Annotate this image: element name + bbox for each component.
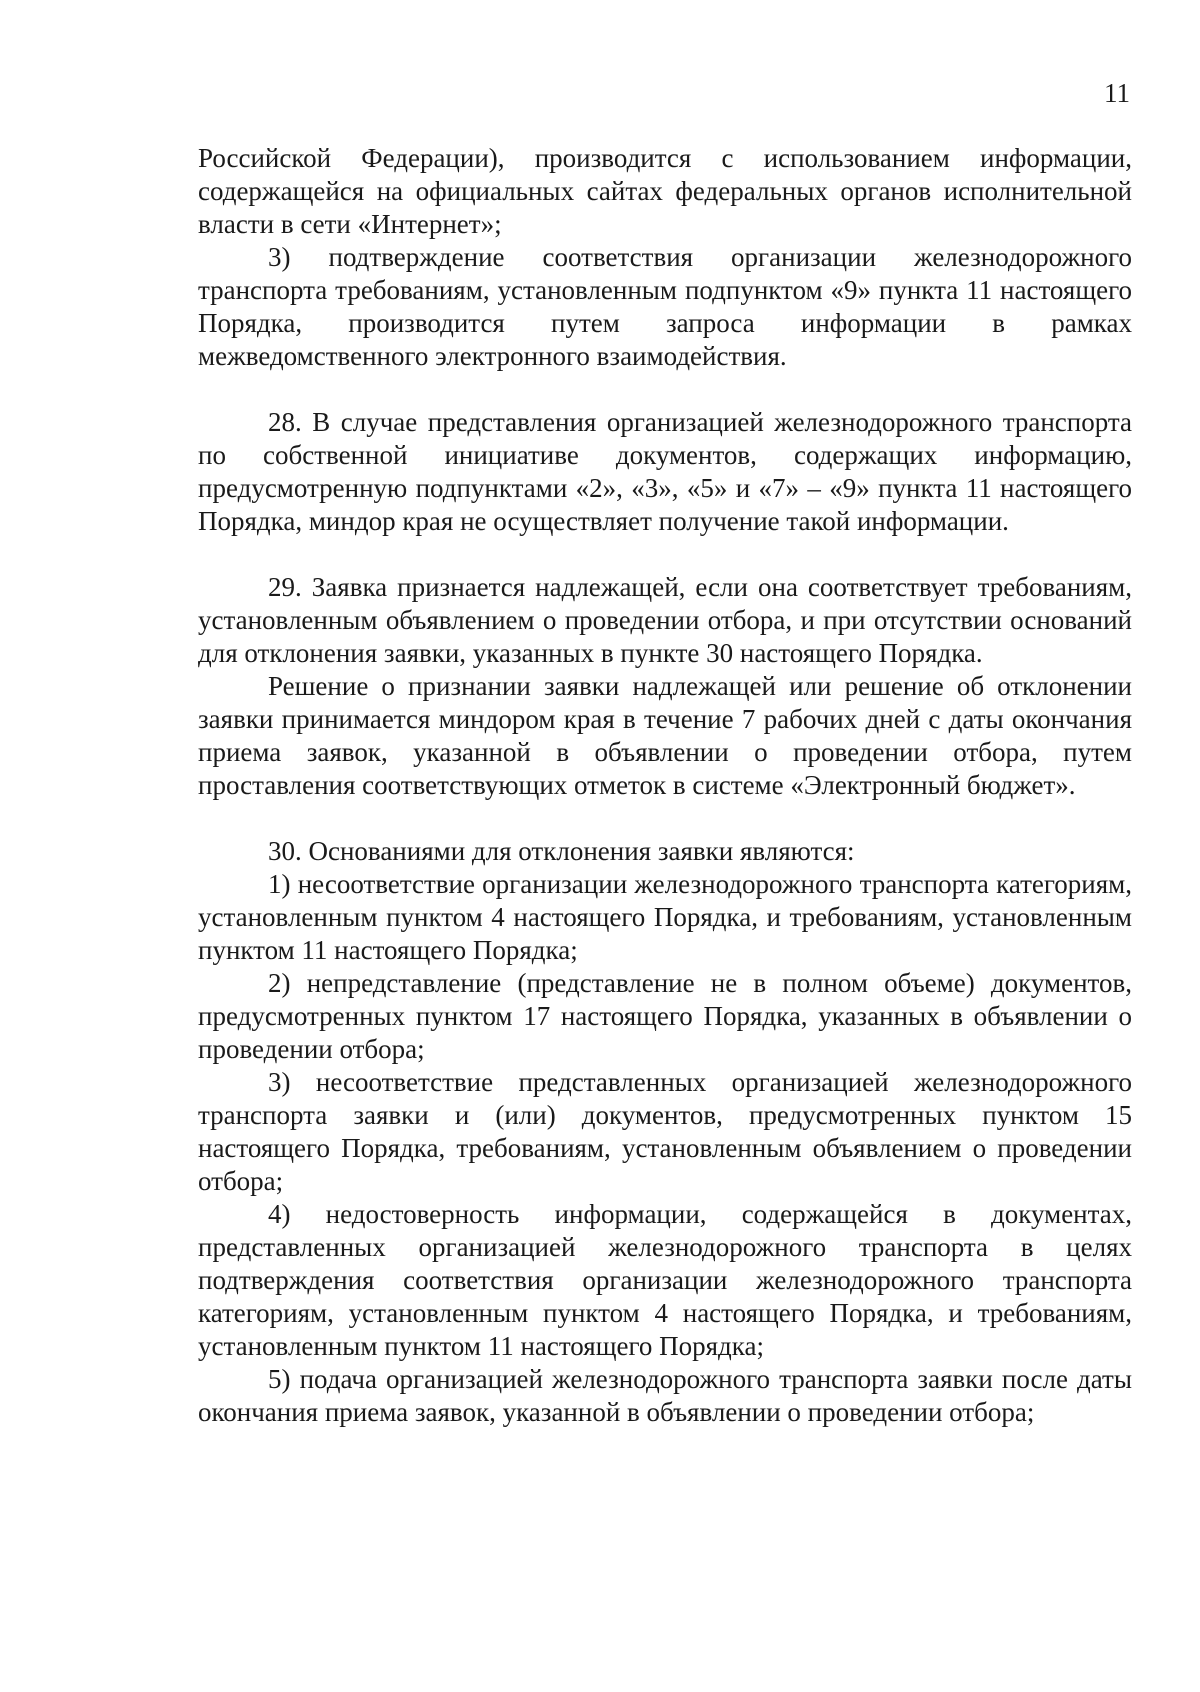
paragraph-gap xyxy=(198,802,1132,835)
paragraph-continuation: Российской Федерации), производится с использованием информации, содержащейся на официальных сайтах федеральных органов исполнительной власти в сети «Интернет»; xyxy=(198,143,1132,239)
paragraph-clause-30-item-2: 2) непредставление (представление не в полном объеме) документов, предусмотренных пунктом 17 настоящего Порядка, указанных в объявлении о проведении отбора; xyxy=(198,968,1132,1064)
paragraph-subitem-3: 3) подтверждение соответствия организации железнодорожного транспорта требованиям, установленным подпунктом «9» пункта 11 настоящего Порядка, производится путем запроса информации в рамках межведомственного электронного взаимодействия. xyxy=(198,242,1132,371)
paragraph-clause-29-decision: Решение о признании заявки надлежащей или решение об отклонении заявки принимается миндором края в течение 7 рабочих дней с даты окончания приема заявок, указанной в объявлении о проведении отбора, путем проставления соответствующих отметок в системе «Электронный бюджет». xyxy=(198,671,1132,800)
paragraph-clause-30-item-1: 1) несоответствие организации железнодорожного транспорта категориям, установленным пунктом 4 настоящего Порядка, и требованиям, установленным пунктом 11 настоящего Порядка; xyxy=(198,869,1132,965)
document-body xyxy=(198,142,1132,1429)
page-number: 11 xyxy=(1104,78,1130,108)
paragraph-clause-30: 30. Основаниями для отклонения заявки являются: xyxy=(268,836,855,866)
paragraph-clause-30-item-4: 4) недостоверность информации, содержащейся в документах, представленных организацией железнодорожного транспорта в целях подтверждения соответствия организации железнодорожного транспорта категориям, установленным пунктом 4 настоящего Порядка, и требованиям, установленным пунктом 11 настоящего Порядка; xyxy=(198,1199,1132,1361)
paragraph-clause-30-item-5: 5) подача организацией железнодорожного транспорта заявки после даты окончания приема заявок, указанной в объявлении о проведении отбора; xyxy=(198,1364,1132,1427)
paragraph-clause-28: 28. В случае представления организацией железнодорожного транспорта по собственной инициативе документов, содержащих информацию, предусмотренную подпунктами «2», «3», «5» и «7» – «9» пункта 11 настоящего Порядка, миндор края не осуществляет получение такой информации. xyxy=(198,407,1132,536)
paragraph-gap xyxy=(198,373,1132,406)
paragraph-gap xyxy=(198,538,1132,571)
paragraph-clause-30-item-3: 3) несоответствие представленных организацией железнодорожного транспорта заявки и (или) документов, предусмотренных пунктом 15 настоящего Порядка, требованиям, установленным объявлением о проведении отбора; xyxy=(198,1067,1132,1196)
paragraph-clause-29: 29. Заявка признается надлежащей, если она соответствует требованиям, установленным объявлением о проведении отбора, и при отсутствии оснований для отклонения заявки, указанных в пункте 30 настоящего Порядка. xyxy=(198,572,1132,668)
